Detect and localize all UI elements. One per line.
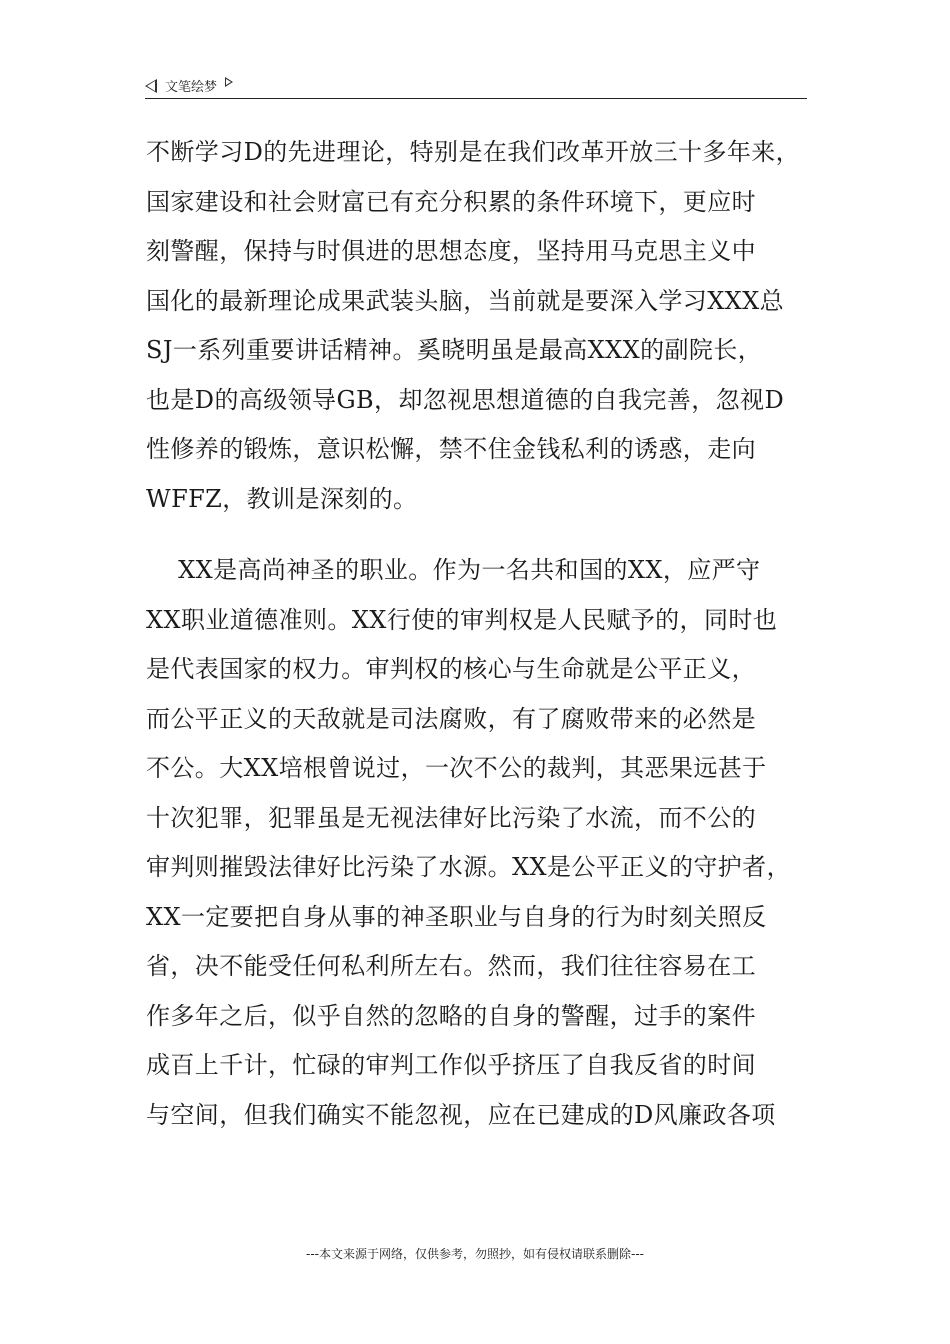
header-title: 文笔绘梦	[165, 80, 218, 95]
text-line: 性修养的锻炼，意识松懈，禁不住金钱私利的诱惑，走向	[146, 435, 756, 463]
text-line: 作多年之后，似乎自然的忽略的自身的警醒，过手的案件	[146, 1001, 756, 1030]
text-line: XX一定要把自身从事的神圣职业与自身的行为时刻关照反	[146, 902, 767, 931]
page-footer-disclaimer: ---本文来源于网络，仅供参考，勿照抄，如有侵权请联系删除---	[306, 1247, 644, 1261]
header-brand	[145, 76, 233, 95]
text-line: 也是D的高级领导GB，却忽视思想道德的自我完善，忽视D	[146, 385, 785, 414]
text-line: 而公平正义的天敌就是司法腐败，有了腐败带来的必然是	[146, 704, 756, 733]
text-line: WFFZ，教训是深刻的。	[146, 484, 418, 513]
text-line: 与空间，但我们确实不能忽视，应在已建成的D风廉政各项	[146, 1100, 776, 1129]
paragraph-spacer	[146, 524, 826, 546]
text-line: 十次犯罪，犯罪虽是无视法律好比污染了水流，而不公的	[146, 803, 756, 832]
triangle-right-icon	[225, 77, 233, 87]
text-line: 是代表国家的权力。审判权的核心与生命就是公平正义，	[146, 655, 756, 683]
text-line: 不公。大XX培根曾说过，一次不公的裁判，其恶果远甚于	[146, 754, 767, 782]
text-line: 省，决不能受任何私利所左右。然而，我们往往容易在工	[146, 952, 756, 980]
text-line: 不断学习D的先进理论，特别是在我们改革开放三十多年来，	[146, 138, 801, 166]
text-line: 成百上千计，忙碌的审判工作似乎挤压了自我反省的时间	[146, 1051, 756, 1079]
text-line: SJ一系列重要讲话精神。奚晓明虽是最高XXX的副院长，	[146, 336, 763, 364]
page-header	[145, 74, 807, 99]
text-line: 审判则摧毁法律好比污染了水源。XX是公平正义的守护者，	[146, 853, 791, 881]
text-line: 刻警醒，保持与时俱进的思想态度，坚持用马克思主义中	[146, 237, 756, 265]
text-line: 国家建设和社会财富已有充分积累的条件环境下，更应时	[146, 187, 756, 216]
text-line: 国化的最新理论成果武装头脑，当前就是要深入学习XXX总	[146, 286, 785, 315]
document-body	[146, 128, 826, 1140]
text-line: XX是高尚神圣的职业。作为一名共和国的XX，应严守	[146, 556, 761, 584]
paragraph-2	[146, 546, 826, 1140]
text-line: XX职业道德准则。XX行使的审判权是人民赋予的，同时也	[146, 605, 778, 634]
paragraph-1	[146, 128, 826, 524]
triangle-left-icon	[145, 79, 157, 93]
